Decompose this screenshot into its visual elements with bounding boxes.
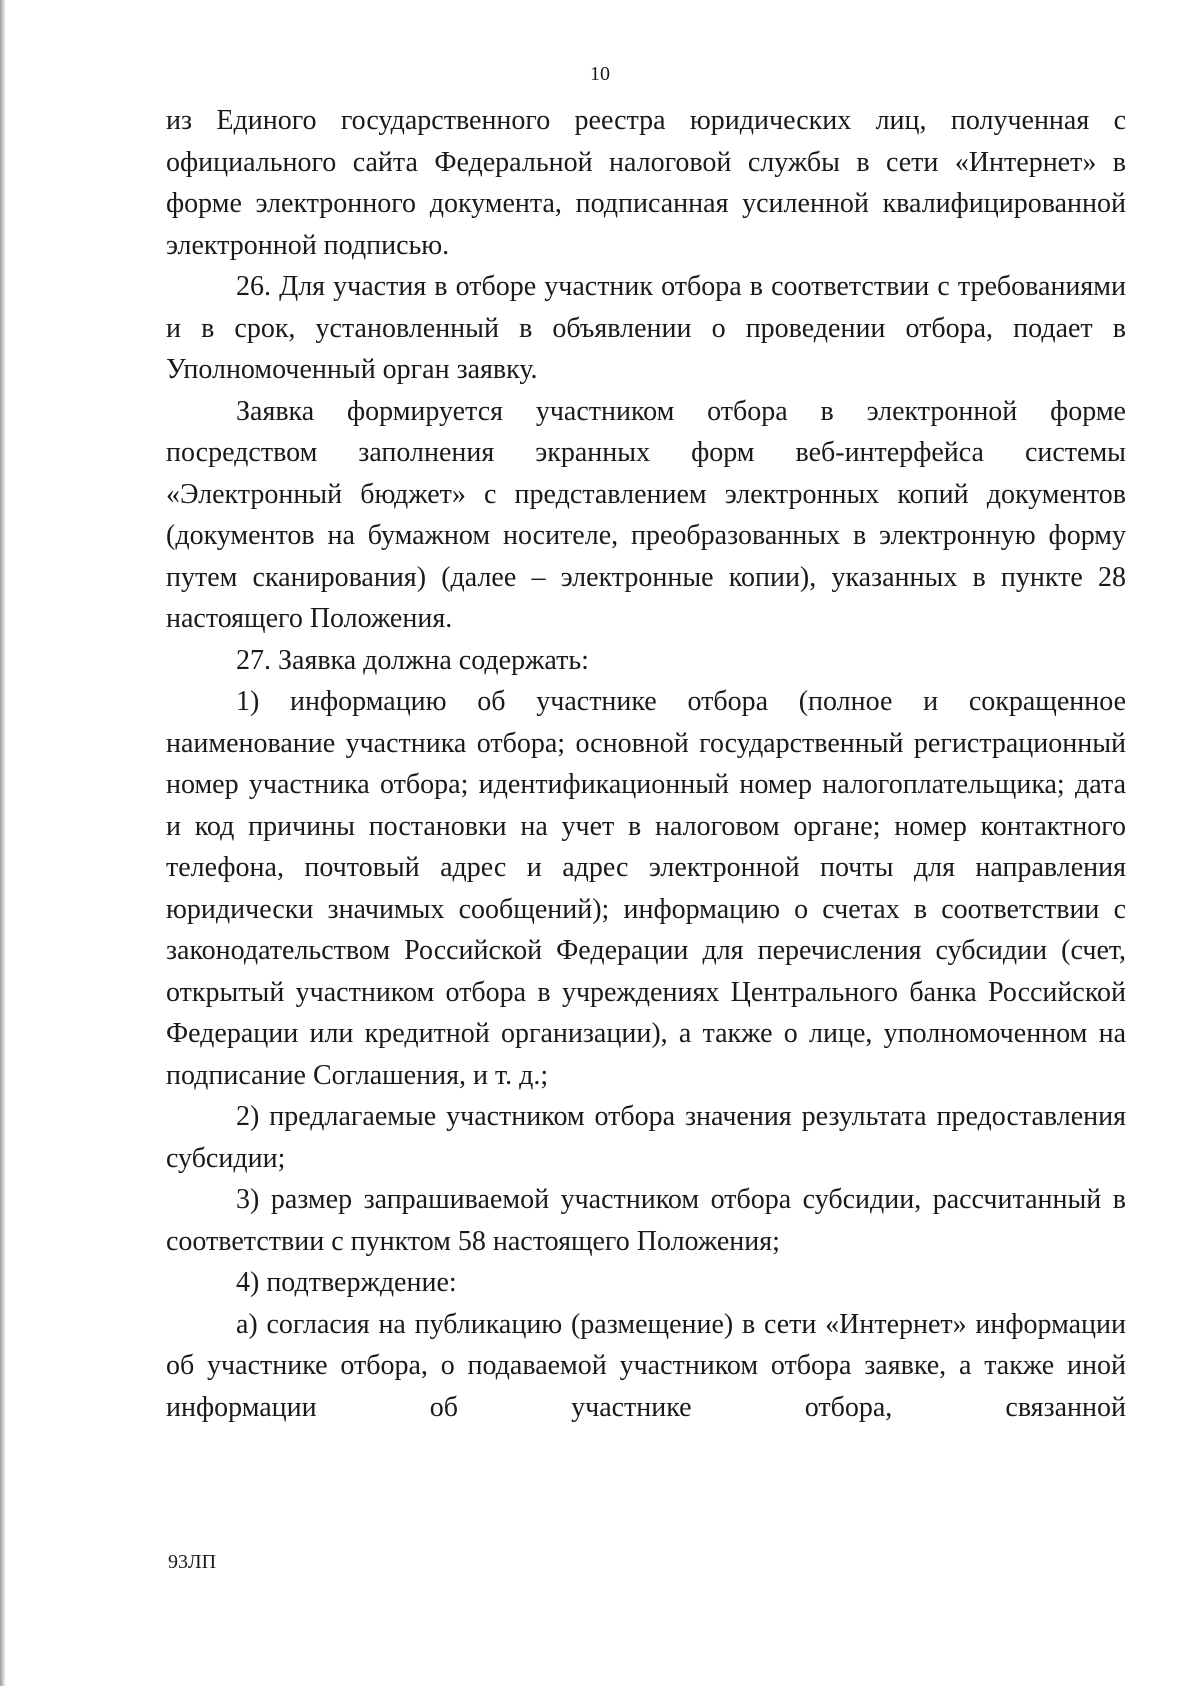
document-code: 93ЛП	[168, 1551, 217, 1573]
page-number: 10	[590, 63, 610, 85]
list-item-4: 4) подтверждение:	[236, 1267, 457, 1298]
list-item-1: 1) информацию об участнике отбора (полное и сокращенное наименование участника отбора; основной государственный регистрационный номер участника отбора; идентификационный номер налогоплательщика; дата и код причины постановки на учет в налоговом органе; номер контактного телефона, почтовый адрес и адрес электронной почты для направления юридически значимых сообщений); информацию о счетах в соответствии с законодательством Российской Федерации для перечисления субсидии (счет, открытый участником отбора в учреждениях Центрального банка Российской Федерации или кредитной организации), а также о лице, уполномоченном на подписание Соглашения, и т. д.;	[166, 686, 1126, 1091]
list-item-4a: а) согласия на публикацию (размещение) в сети «Интернет» информации об участнике отбора, о подаваемой участником отбора заявке, а также иной информации об участнике отбора, связанной	[166, 1308, 1126, 1423]
list-item-3: 3) размер запрашиваемой участником отбора субсидии, рассчитанный в соответствии с пунктом 58 настоящего Положения;	[166, 1184, 1126, 1257]
document-body	[166, 100, 1126, 1428]
paragraph-26: 26. Для участия в отборе участник отбора в соответствии с требованиями и в срок, установленный в объявлении о проведении отбора, подает в Уполномоченный орган заявку.	[166, 271, 1126, 385]
list-item-2: 2) предлагаемые участником отбора значения результата предоставления субсидии;	[166, 1101, 1126, 1174]
paragraph-continuation: из Единого государственного реестра юридических лиц, полученная с официального сайта Федеральной налоговой службы в сети «Интернет» в форме электронного документа, подписанная усиленной квалифицированной электронной подписью.	[166, 105, 1126, 261]
scan-edge	[0, 0, 6, 1686]
paragraph-application-form: Заявка формируется участником отбора в электронной форме посредством заполнения экранных форм веб-интерфейса системы «Электронный бюджет» с представлением электронных копий документов (документов на бумажном носителе, преобразованных в электронную форму путем сканирования) (далее – электронные копии), указанных в пункте 28 настоящего Положения.	[166, 395, 1126, 634]
paragraph-27: 27. Заявка должна содержать:	[236, 644, 589, 676]
